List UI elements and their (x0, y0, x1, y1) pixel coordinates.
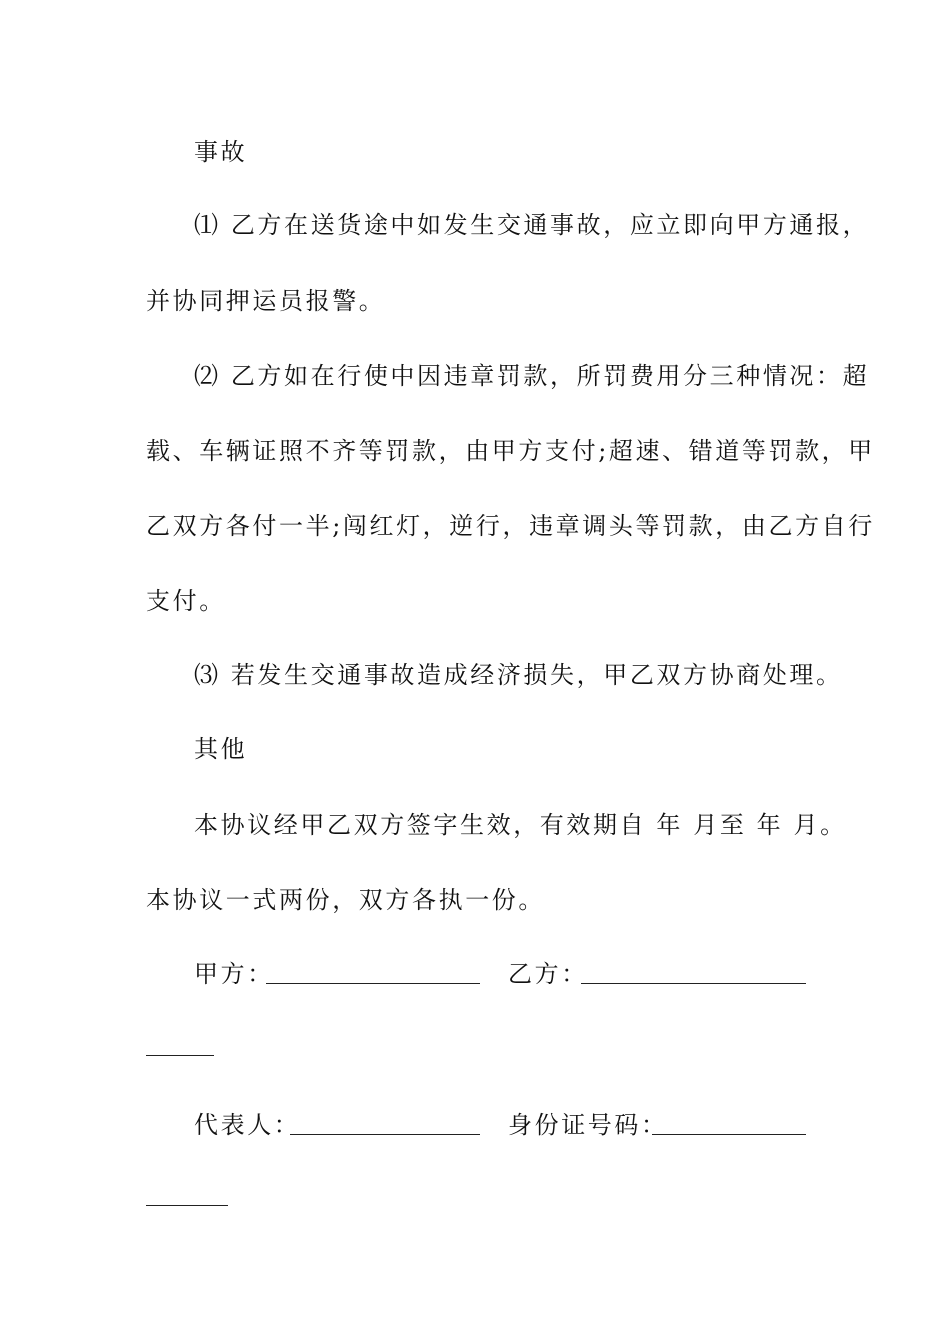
id-number-blank-continued[interactable] (146, 1205, 228, 1206)
clause-1-line-1: ⑴ 乙方在送货途中如发生交通事故，应立即向甲方通报， (194, 211, 870, 239)
clause-2-line-3: 乙双方各付一半;闯红灯，逆行，违章调头等罚款，由乙方自行 (146, 512, 875, 540)
id-number-blank[interactable] (652, 1134, 806, 1135)
id-number-label: 身份证号码： (508, 1111, 668, 1139)
clause-2-line-1: ⑵ 乙方如在行使中因违章罚款，所罚费用分三种情况：超 (194, 362, 870, 390)
party-b-label: 乙方： (508, 960, 588, 988)
representative-blank[interactable] (290, 1134, 480, 1135)
clause-2-line-2: 载、车辆证照不齐等罚款，由甲方支付;超速、错道等罚款，甲 (146, 437, 875, 465)
clause-3-line-1: ⑶ 若发生交通事故造成经济损失，甲乙双方协商处理。 (194, 661, 843, 689)
heading-other: 其他 (194, 735, 248, 763)
representative-label: 代表人： (194, 1111, 301, 1139)
validity-line-1: 本协议经甲乙双方签字生效，有效期自 年 月至 年 月。 (194, 811, 847, 839)
clause-1-line-2: 并协同押运员报警。 (146, 287, 386, 315)
party-b-signature-blank-continued[interactable] (146, 1055, 214, 1056)
party-a-label: 甲方： (194, 960, 274, 988)
party-a-signature-blank[interactable] (266, 983, 480, 984)
party-b-signature-blank[interactable] (581, 983, 806, 984)
heading-accident: 事故 (194, 138, 248, 166)
clause-2-line-4: 支付。 (146, 587, 226, 615)
validity-line-2: 本协议一式两份，双方各执一份。 (146, 886, 545, 914)
